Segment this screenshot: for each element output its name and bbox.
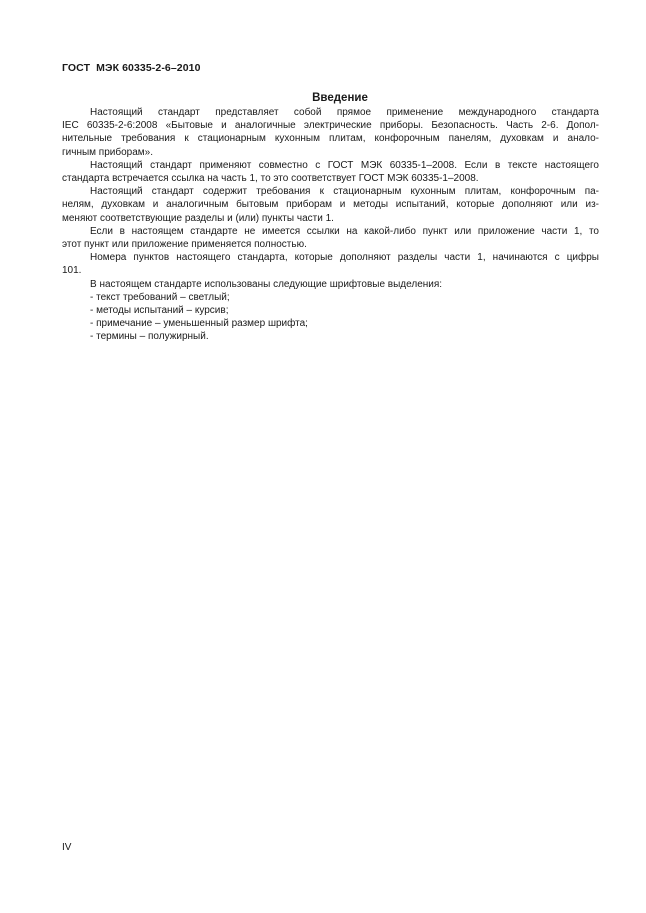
text-line: Настоящий стандарт применяют совместно с ГОСТ МЭК 60335-1–2008. Если в тексте настоящего [90, 159, 599, 171]
list-item: - текст требований – светлый; [90, 291, 230, 303]
body-text [62, 106, 599, 344]
list-item: - методы испытаний – курсив; [90, 305, 229, 317]
list-item: - термины – полужирный. [90, 331, 209, 343]
text-line: нительные требования к стационарным кухонным плитам, конфорочным панелям, духовкам и анало- [62, 133, 599, 145]
text-line: этот пункт или приложение применяется полностью. [62, 239, 307, 251]
paragraph [62, 278, 599, 291]
paragraph [62, 225, 599, 251]
font-style-list [62, 291, 599, 344]
text-line: нелям, духовкам и аналогичным бытовым приборам и методы испытаний, которые дополняют или из- [62, 199, 599, 211]
paragraph [62, 106, 599, 159]
page-number: IV [62, 842, 72, 853]
text-line: стандарта встречается ссылка на часть 1, то это соответствует ГОСТ МЭК 60335-1–2008. [62, 173, 479, 185]
text-line: меняют соответствующие разделы и (или) пункты части 1. [62, 212, 334, 224]
paragraph [62, 159, 599, 185]
text-line: Если в настоящем стандарте не имеется ссылки на какой-либо пункт или приложение части 1, то [90, 225, 599, 237]
text-line: IEC 60335-2-6:2008 «Бытовые и аналогичные электрические приборы. Безопасность. Часть 2-6. Допол- [62, 120, 599, 132]
running-header: ГОСТ МЭК 60335-2-6–2010 [62, 62, 201, 74]
text-line: 101. [62, 265, 82, 277]
paragraph [62, 185, 599, 225]
text-line: Настоящий стандарт представляет собой прямое применение международного стандарта [90, 107, 599, 118]
list-item: - примечание – уменьшенный размер шрифта; [90, 318, 308, 330]
text-line: гичным приборам». [62, 146, 153, 158]
section-title: Введение [312, 92, 368, 104]
text-line: Номера пунктов настоящего стандарта, которые дополняют разделы части 1, начинаются с цифры [90, 252, 599, 264]
text-line: В настоящем стандарте использованы следующие шрифтовые выделения: [90, 278, 443, 290]
paragraph [62, 251, 599, 277]
text-line: Настоящий стандарт содержит требования к стационарным кухонным плитам, конфорочным па- [90, 186, 599, 198]
